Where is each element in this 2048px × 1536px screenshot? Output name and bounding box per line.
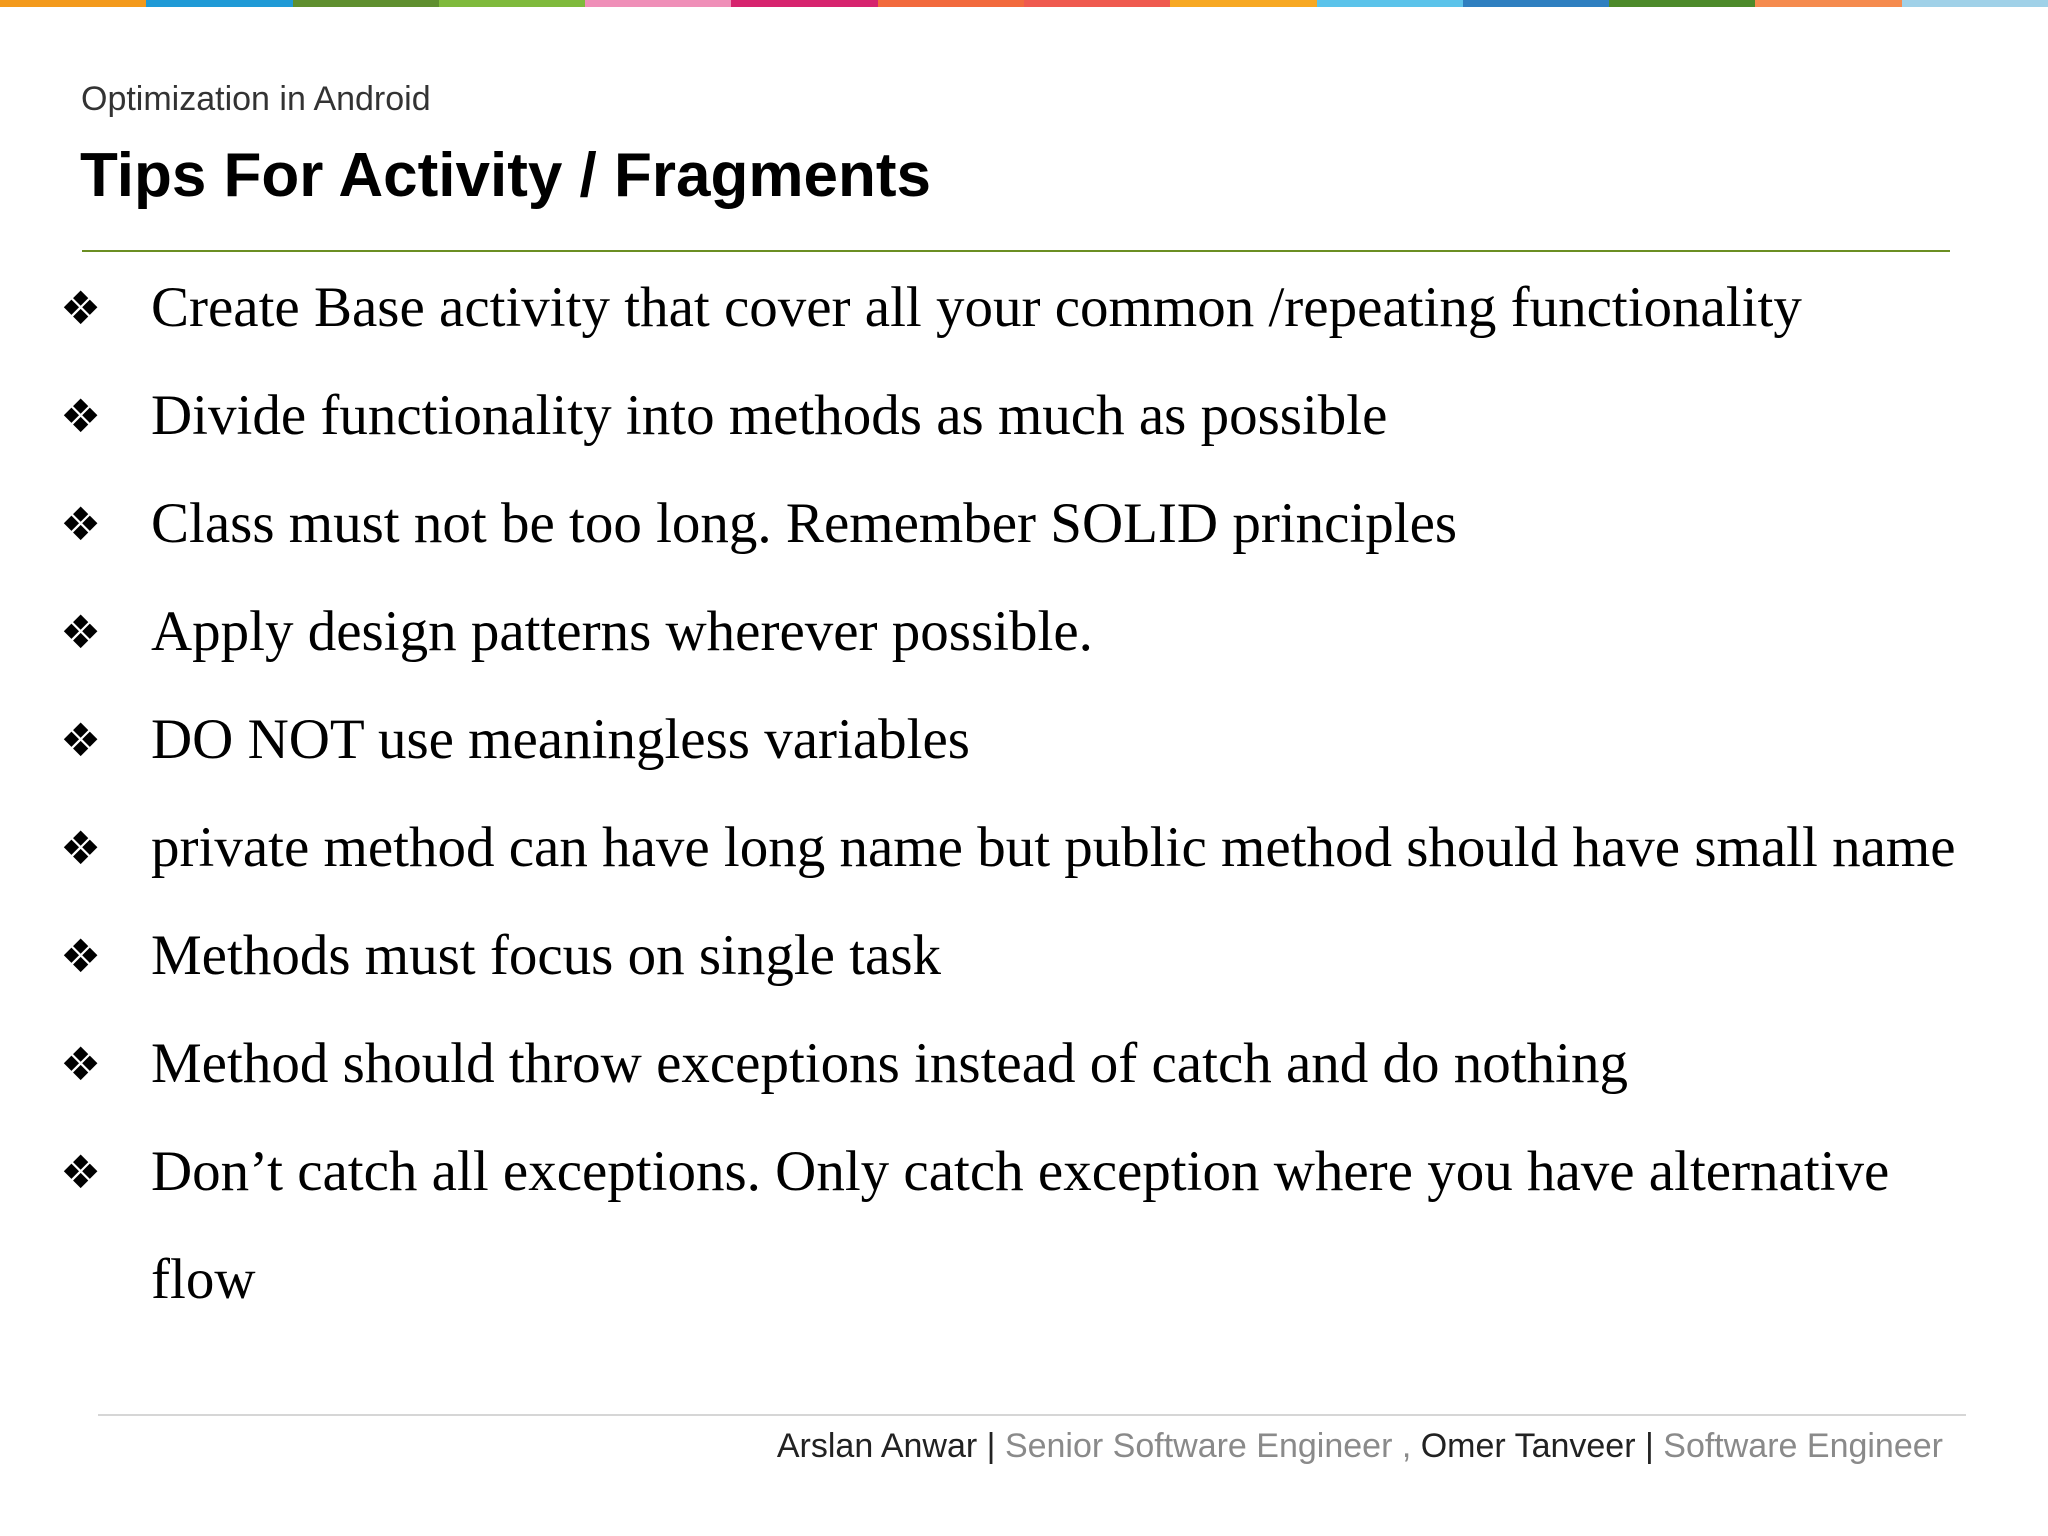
diamond-bullet-icon: ❖ xyxy=(60,281,102,335)
top-color-bar xyxy=(0,0,2048,7)
top-bar-segment xyxy=(1317,0,1463,7)
bullet-text: DO NOT use meaningless variables xyxy=(151,708,970,771)
bullet-text: Methods must focus on single task xyxy=(151,924,942,987)
top-bar-segment xyxy=(0,0,146,7)
bullet-item xyxy=(60,362,2001,470)
top-bar-segment xyxy=(731,0,877,7)
slide-subtitle: Optimization in Android xyxy=(81,80,431,118)
diamond-bullet-icon: ❖ xyxy=(60,1145,102,1199)
top-bar-segment xyxy=(1170,0,1316,7)
slide-title: Tips For Activity / Fragments xyxy=(80,141,931,210)
diamond-bullet-icon: ❖ xyxy=(60,929,102,983)
bullet-text: Method should throw exceptions instead of catch and do nothing xyxy=(151,1032,1628,1095)
bullet-text: Don’t catch all exceptions. Only catch exception where you have alternative flow xyxy=(151,1140,1890,1311)
top-bar-segment xyxy=(1755,0,1901,7)
top-bar-segment xyxy=(1902,0,2048,7)
diamond-bullet-icon: ❖ xyxy=(60,821,102,875)
bullet-item xyxy=(60,470,2001,578)
bullet-item xyxy=(60,254,2001,362)
diamond-bullet-icon: ❖ xyxy=(60,605,102,659)
top-bar-segment xyxy=(585,0,731,7)
separator: , xyxy=(1392,1427,1421,1465)
top-bar-segment xyxy=(146,0,292,7)
top-bar-segment xyxy=(1024,0,1170,7)
top-bar-segment xyxy=(1609,0,1755,7)
diamond-bullet-icon: ❖ xyxy=(60,713,102,767)
bullet-item xyxy=(60,1118,2001,1334)
diamond-bullet-icon: ❖ xyxy=(60,497,102,551)
footer-credits xyxy=(777,1427,1943,1466)
author-name: Arslan Anwar xyxy=(776,1427,978,1465)
bullet-text: Create Base activity that cover all your common /repeating functionality xyxy=(151,276,1802,339)
top-bar-segment xyxy=(1463,0,1609,7)
separator: | xyxy=(1635,1427,1664,1465)
bullet-item xyxy=(60,686,2001,794)
top-bar-segment xyxy=(878,0,1024,7)
top-bar-segment xyxy=(293,0,439,7)
diamond-bullet-icon: ❖ xyxy=(60,389,102,443)
bullet-list xyxy=(60,254,1960,1334)
bullet-text: private method can have long name but public method should have small name xyxy=(151,816,1956,879)
separator: | xyxy=(977,1427,1005,1465)
author-role: Senior Software Engineer xyxy=(1004,1427,1393,1465)
top-bar-segment xyxy=(439,0,585,7)
bullet-item xyxy=(60,794,2001,902)
author-role: Software Engineer xyxy=(1663,1427,1943,1465)
title-divider xyxy=(82,250,1950,252)
bullet-text: Class must not be too long. Remember SOLID principles xyxy=(151,492,1458,555)
bullet-item xyxy=(60,578,2001,686)
bullet-text: Apply design patterns wherever possible. xyxy=(151,600,1093,663)
diamond-bullet-icon: ❖ xyxy=(60,1037,102,1091)
bullet-item xyxy=(60,902,2001,1010)
author-name: Omer Tanveer xyxy=(1420,1427,1636,1465)
bullet-item xyxy=(60,1010,2001,1118)
footer-divider xyxy=(98,1414,1966,1416)
bullet-text: Divide functionality into methods as much as possible xyxy=(151,384,1388,447)
